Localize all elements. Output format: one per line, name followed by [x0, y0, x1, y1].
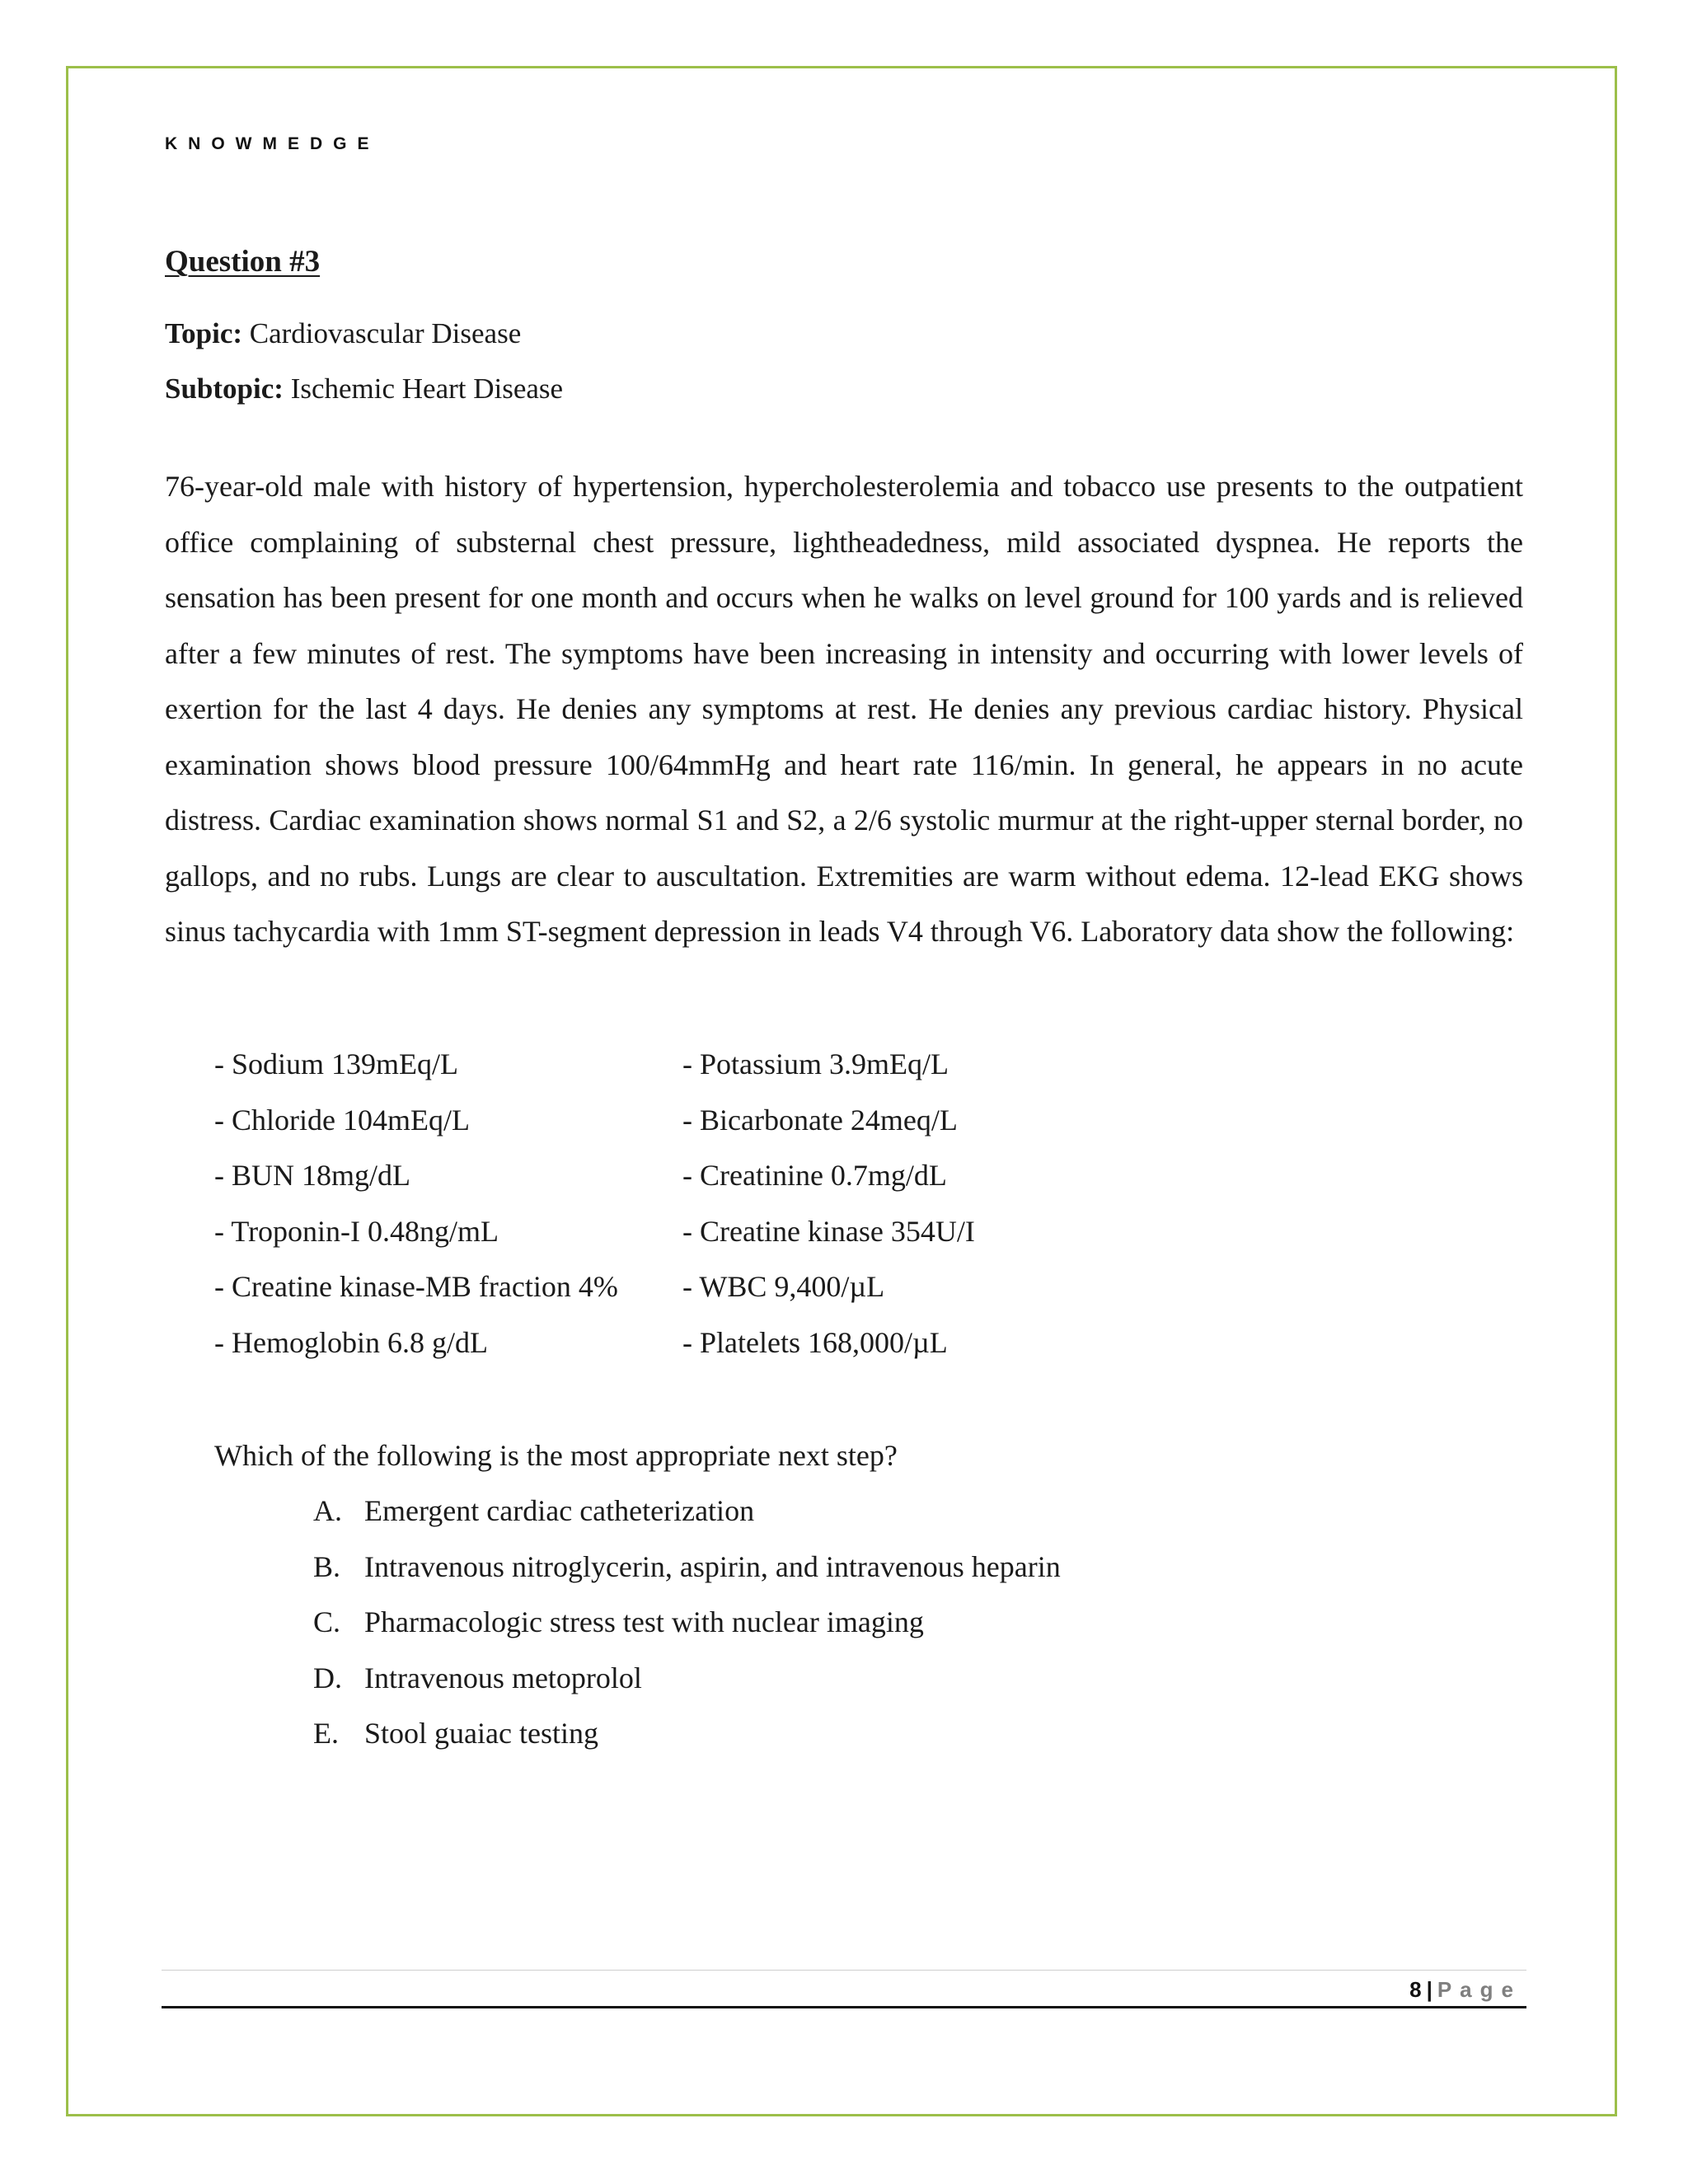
- lab-row: [214, 1325, 1121, 1381]
- lab-value: - Potassium 3.9mEq/L: [682, 1047, 949, 1080]
- lab-value: - WBC 9,400/µL: [682, 1270, 885, 1303]
- lab-value: - Creatine kinase-MB fraction 4%: [214, 1270, 618, 1303]
- answer-option-c[interactable]: [313, 1605, 1061, 1661]
- page-footer: [1409, 1977, 1522, 2003]
- option-text: Pharmacologic stress test with nuclear imaging: [364, 1605, 924, 1638]
- lab-value: - BUN 18mg/dL: [214, 1159, 410, 1192]
- lab-value: - Creatine kinase 354U/I: [682, 1214, 975, 1248]
- option-text: Intravenous nitroglycerin, aspirin, and intravenous heparin: [364, 1549, 1061, 1583]
- option-text: Intravenous metoprolol: [364, 1661, 642, 1694]
- lab-value: - Troponin-I 0.48ng/mL: [214, 1214, 499, 1248]
- subtopic-label: Subtopic:: [165, 373, 284, 405]
- brand-header: KNOWMEDGE: [165, 134, 380, 153]
- lab-values: [214, 1047, 1121, 1380]
- lab-row: [214, 1269, 1121, 1325]
- topic-label: Topic:: [165, 317, 243, 349]
- lab-value: - Chloride 104mEq/L: [214, 1103, 470, 1137]
- option-letter: A.: [313, 1494, 342, 1527]
- option-letter: C.: [313, 1605, 341, 1638]
- footer-divider-thin: [162, 1970, 1526, 1971]
- topic-line: [165, 317, 521, 350]
- lab-row: [214, 1103, 1121, 1159]
- answer-option-a[interactable]: [313, 1493, 1061, 1549]
- subtopic-line: [165, 373, 563, 405]
- topic-value: Cardiovascular Disease: [249, 317, 522, 349]
- page-word: Page: [1437, 1977, 1522, 2002]
- option-text: Emergent cardiac catheterization: [364, 1494, 755, 1527]
- lab-value: - Platelets 168,000/µL: [682, 1325, 948, 1359]
- lab-value: - Bicarbonate 24meq/L: [682, 1103, 958, 1137]
- answer-option-b[interactable]: [313, 1549, 1061, 1605]
- page-separator: |: [1426, 1977, 1432, 2002]
- lab-row: [214, 1158, 1121, 1214]
- lab-value: - Hemoglobin 6.8 g/dL: [214, 1325, 488, 1359]
- option-letter: D.: [313, 1661, 342, 1694]
- question-stem: 76-year-old male with history of hypertension, hypercholesterolemia and tobacco use presents to the outpatient office complaining of substernal chest pressure, lightheadedness, mild associated dyspnea. He reports the sensation has been present for one month and occurs when he walks on level ground for 100 yards and is relieved after a few minutes of rest. The symptoms have been increasing in intensity and occurring with lower levels of exertion for the last 4 days. He denies any symptoms at rest. He denies any previous cardiac history. Physical examination shows blood pressure 100/64mmHg and heart rate 116/min. In general, he appears in no acute distress. Cardiac examination shows normal S1 and S2, a 2/6 systolic murmur at the right-upper sternal border, no gallops, and no rubs. Lungs are clear to auscultation. Extremities are warm without edema. 12-lead EKG shows sinus tachycardia with 1mm ST-segment depression in leads V4 through V6. Laboratory data show the following:: [165, 470, 1523, 948]
- page-number: 8: [1409, 1977, 1422, 2002]
- answer-option-d[interactable]: [313, 1661, 1061, 1717]
- footer-divider-thick: [162, 2006, 1526, 2008]
- subtopic-value: Ischemic Heart Disease: [290, 373, 564, 405]
- question-title: Question #3: [165, 245, 321, 279]
- answer-option-e[interactable]: [313, 1716, 1061, 1772]
- option-text: Stool guaiac testing: [364, 1717, 598, 1750]
- lab-row: [214, 1214, 1121, 1270]
- option-letter: E.: [313, 1717, 339, 1750]
- lab-value: - Sodium 139mEq/L: [214, 1047, 458, 1080]
- lab-value: - Creatinine 0.7mg/dL: [682, 1159, 947, 1192]
- option-letter: B.: [313, 1549, 341, 1583]
- answer-options: [313, 1493, 1061, 1772]
- question-prompt: Which of the following is the most appropriate next step?: [214, 1439, 898, 1472]
- lab-row: [214, 1047, 1121, 1103]
